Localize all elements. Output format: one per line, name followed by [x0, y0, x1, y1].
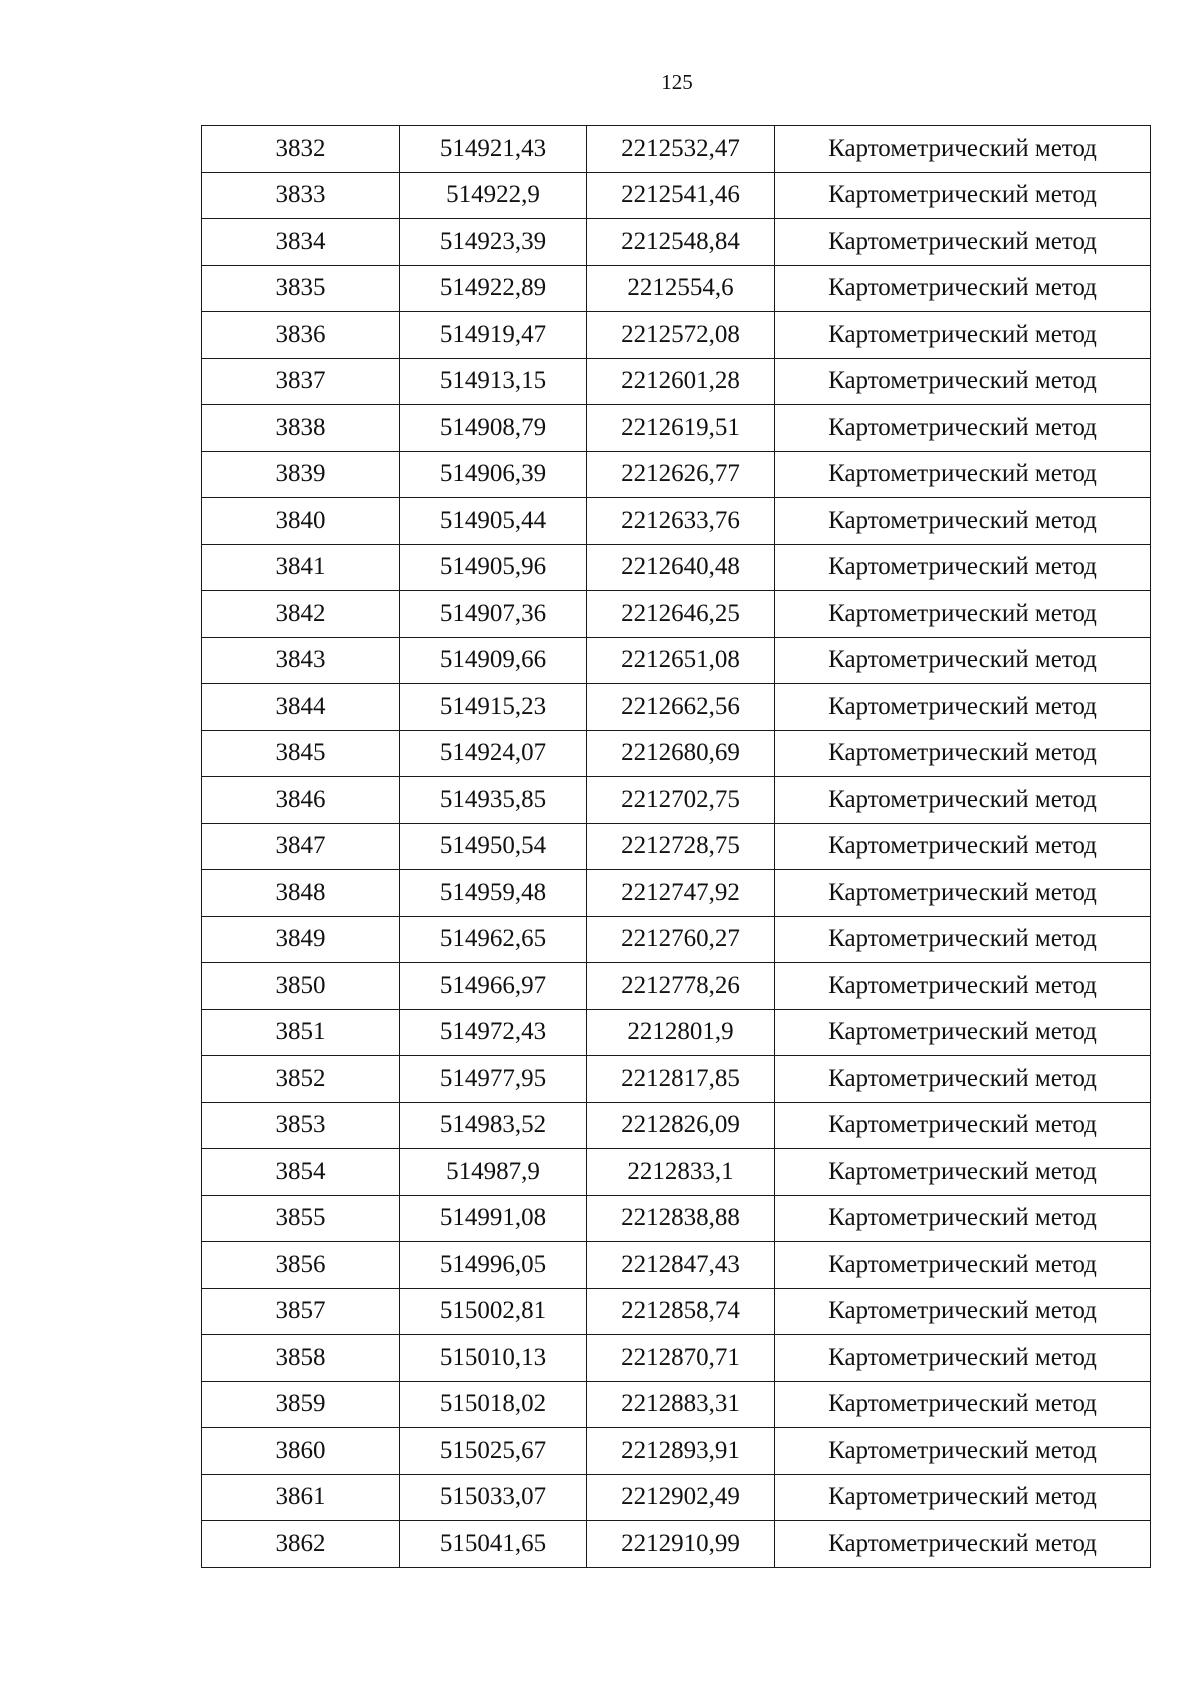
point-number-cell: 3832 — [202, 126, 400, 173]
table-row — [202, 1056, 1151, 1103]
x-coordinate-cell: 514966,97 — [400, 963, 587, 1010]
method-cell: Картометрический метод — [775, 1521, 1151, 1568]
method-cell: Картометрический метод — [775, 1195, 1151, 1242]
y-coordinate-cell: 2212838,88 — [587, 1195, 775, 1242]
point-number-cell: 3849 — [202, 916, 400, 963]
y-coordinate-cell: 2212601,28 — [587, 358, 775, 405]
x-coordinate-cell: 515025,67 — [400, 1428, 587, 1475]
y-coordinate-cell: 2212883,31 — [587, 1381, 775, 1428]
table-row — [202, 358, 1151, 405]
x-coordinate-cell: 514907,36 — [400, 591, 587, 638]
y-coordinate-cell: 2212651,08 — [587, 637, 775, 684]
table-row — [202, 1288, 1151, 1335]
table-row — [202, 265, 1151, 312]
page-number: 125 — [661, 70, 693, 94]
x-coordinate-cell: 514915,23 — [400, 684, 587, 731]
y-coordinate-cell: 2212870,71 — [587, 1335, 775, 1382]
method-cell: Картометрический метод — [775, 1428, 1151, 1475]
x-coordinate-cell: 514959,48 — [400, 870, 587, 917]
method-cell: Картометрический метод — [775, 963, 1151, 1010]
x-coordinate-cell: 514924,07 — [400, 730, 587, 777]
point-number-cell: 3835 — [202, 265, 400, 312]
table-row — [202, 498, 1151, 545]
table-row — [202, 1428, 1151, 1475]
point-number-cell: 3847 — [202, 823, 400, 870]
point-number-cell: 3837 — [202, 358, 400, 405]
y-coordinate-cell: 2212778,26 — [587, 963, 775, 1010]
method-cell: Картометрический метод — [775, 637, 1151, 684]
table-row — [202, 1381, 1151, 1428]
table-row — [202, 1474, 1151, 1521]
table-row — [202, 544, 1151, 591]
point-number-cell: 3845 — [202, 730, 400, 777]
point-number-cell: 3844 — [202, 684, 400, 731]
point-number-cell: 3838 — [202, 405, 400, 452]
x-coordinate-cell: 515018,02 — [400, 1381, 587, 1428]
method-cell: Картометрический метод — [775, 172, 1151, 219]
x-coordinate-cell: 514909,66 — [400, 637, 587, 684]
point-number-cell: 3857 — [202, 1288, 400, 1335]
x-coordinate-cell: 515041,65 — [400, 1521, 587, 1568]
y-coordinate-cell: 2212801,9 — [587, 1009, 775, 1056]
table-row — [202, 405, 1151, 452]
table-row — [202, 1335, 1151, 1382]
point-number-cell: 3840 — [202, 498, 400, 545]
y-coordinate-cell: 2212826,09 — [587, 1102, 775, 1149]
table-row — [202, 963, 1151, 1010]
coordinates-table — [201, 125, 1151, 1568]
method-cell: Картометрический метод — [775, 498, 1151, 545]
point-number-cell: 3852 — [202, 1056, 400, 1103]
method-cell: Картометрический метод — [775, 451, 1151, 498]
table-row — [202, 637, 1151, 684]
y-coordinate-cell: 2212817,85 — [587, 1056, 775, 1103]
y-coordinate-cell: 2212893,91 — [587, 1428, 775, 1475]
point-number-cell: 3833 — [202, 172, 400, 219]
point-number-cell: 3848 — [202, 870, 400, 917]
y-coordinate-cell: 2212858,74 — [587, 1288, 775, 1335]
point-number-cell: 3834 — [202, 219, 400, 266]
table-row — [202, 823, 1151, 870]
x-coordinate-cell: 514977,95 — [400, 1056, 587, 1103]
method-cell: Картометрический метод — [775, 823, 1151, 870]
x-coordinate-cell: 514987,9 — [400, 1149, 587, 1196]
table-row — [202, 1242, 1151, 1289]
table-row — [202, 916, 1151, 963]
method-cell: Картометрический метод — [775, 730, 1151, 777]
method-cell: Картометрический метод — [775, 405, 1151, 452]
x-coordinate-cell: 514913,15 — [400, 358, 587, 405]
x-coordinate-cell: 515010,13 — [400, 1335, 587, 1382]
method-cell: Картометрический метод — [775, 1242, 1151, 1289]
y-coordinate-cell: 2212910,99 — [587, 1521, 775, 1568]
y-coordinate-cell: 2212640,48 — [587, 544, 775, 591]
table-row — [202, 451, 1151, 498]
method-cell: Картометрический метод — [775, 1056, 1151, 1103]
table-row — [202, 312, 1151, 359]
point-number-cell: 3843 — [202, 637, 400, 684]
y-coordinate-cell: 2212554,6 — [587, 265, 775, 312]
point-number-cell: 3850 — [202, 963, 400, 1010]
y-coordinate-cell: 2212548,84 — [587, 219, 775, 266]
table-row — [202, 172, 1151, 219]
x-coordinate-cell: 514921,43 — [400, 126, 587, 173]
x-coordinate-cell: 514905,44 — [400, 498, 587, 545]
y-coordinate-cell: 2212626,77 — [587, 451, 775, 498]
y-coordinate-cell: 2212619,51 — [587, 405, 775, 452]
table-row — [202, 684, 1151, 731]
method-cell: Картометрический метод — [775, 1149, 1151, 1196]
point-number-cell: 3853 — [202, 1102, 400, 1149]
method-cell: Картометрический метод — [775, 777, 1151, 824]
point-number-cell: 3841 — [202, 544, 400, 591]
y-coordinate-cell: 2212760,27 — [587, 916, 775, 963]
x-coordinate-cell: 514908,79 — [400, 405, 587, 452]
y-coordinate-cell: 2212633,76 — [587, 498, 775, 545]
x-coordinate-cell: 514922,9 — [400, 172, 587, 219]
method-cell: Картометрический метод — [775, 870, 1151, 917]
method-cell: Картометрический метод — [775, 1009, 1151, 1056]
table-row — [202, 219, 1151, 266]
y-coordinate-cell: 2212680,69 — [587, 730, 775, 777]
table-row — [202, 1149, 1151, 1196]
table-row — [202, 870, 1151, 917]
method-cell: Картометрический метод — [775, 358, 1151, 405]
method-cell: Картометрический метод — [775, 1288, 1151, 1335]
x-coordinate-cell: 514991,08 — [400, 1195, 587, 1242]
y-coordinate-cell: 2212833,1 — [587, 1149, 775, 1196]
table-row — [202, 1195, 1151, 1242]
point-number-cell: 3855 — [202, 1195, 400, 1242]
y-coordinate-cell: 2212847,43 — [587, 1242, 775, 1289]
x-coordinate-cell: 514983,52 — [400, 1102, 587, 1149]
coordinates-table-body — [202, 126, 1151, 1568]
table-row — [202, 1521, 1151, 1568]
point-number-cell: 3861 — [202, 1474, 400, 1521]
y-coordinate-cell: 2212662,56 — [587, 684, 775, 731]
x-coordinate-cell: 514962,65 — [400, 916, 587, 963]
y-coordinate-cell: 2212747,92 — [587, 870, 775, 917]
x-coordinate-cell: 514919,47 — [400, 312, 587, 359]
method-cell: Картометрический метод — [775, 1102, 1151, 1149]
method-cell: Картометрический метод — [775, 1381, 1151, 1428]
table-row — [202, 730, 1151, 777]
y-coordinate-cell: 2212646,25 — [587, 591, 775, 638]
x-coordinate-cell: 514923,39 — [400, 219, 587, 266]
point-number-cell: 3839 — [202, 451, 400, 498]
table-row — [202, 1102, 1151, 1149]
point-number-cell: 3858 — [202, 1335, 400, 1382]
point-number-cell: 3859 — [202, 1381, 400, 1428]
point-number-cell: 3846 — [202, 777, 400, 824]
point-number-cell: 3862 — [202, 1521, 400, 1568]
method-cell: Картометрический метод — [775, 265, 1151, 312]
method-cell: Картометрический метод — [775, 312, 1151, 359]
table-row — [202, 126, 1151, 173]
point-number-cell: 3836 — [202, 312, 400, 359]
method-cell: Картометрический метод — [775, 916, 1151, 963]
y-coordinate-cell: 2212572,08 — [587, 312, 775, 359]
x-coordinate-cell: 515033,07 — [400, 1474, 587, 1521]
point-number-cell: 3854 — [202, 1149, 400, 1196]
point-number-cell: 3856 — [202, 1242, 400, 1289]
x-coordinate-cell: 514935,85 — [400, 777, 587, 824]
x-coordinate-cell: 514905,96 — [400, 544, 587, 591]
x-coordinate-cell: 514972,43 — [400, 1009, 587, 1056]
method-cell: Картометрический метод — [775, 1474, 1151, 1521]
table-row — [202, 1009, 1151, 1056]
method-cell: Картометрический метод — [775, 684, 1151, 731]
table-row — [202, 777, 1151, 824]
point-number-cell: 3851 — [202, 1009, 400, 1056]
y-coordinate-cell: 2212541,46 — [587, 172, 775, 219]
method-cell: Картометрический метод — [775, 219, 1151, 266]
x-coordinate-cell: 515002,81 — [400, 1288, 587, 1335]
x-coordinate-cell: 514906,39 — [400, 451, 587, 498]
x-coordinate-cell: 514950,54 — [400, 823, 587, 870]
point-number-cell: 3860 — [202, 1428, 400, 1475]
y-coordinate-cell: 2212728,75 — [587, 823, 775, 870]
y-coordinate-cell: 2212702,75 — [587, 777, 775, 824]
x-coordinate-cell: 514996,05 — [400, 1242, 587, 1289]
method-cell: Картометрический метод — [775, 544, 1151, 591]
x-coordinate-cell: 514922,89 — [400, 265, 587, 312]
y-coordinate-cell: 2212532,47 — [587, 126, 775, 173]
table-row — [202, 591, 1151, 638]
method-cell: Картометрический метод — [775, 126, 1151, 173]
method-cell: Картометрический метод — [775, 1335, 1151, 1382]
method-cell: Картометрический метод — [775, 591, 1151, 638]
y-coordinate-cell: 2212902,49 — [587, 1474, 775, 1521]
point-number-cell: 3842 — [202, 591, 400, 638]
